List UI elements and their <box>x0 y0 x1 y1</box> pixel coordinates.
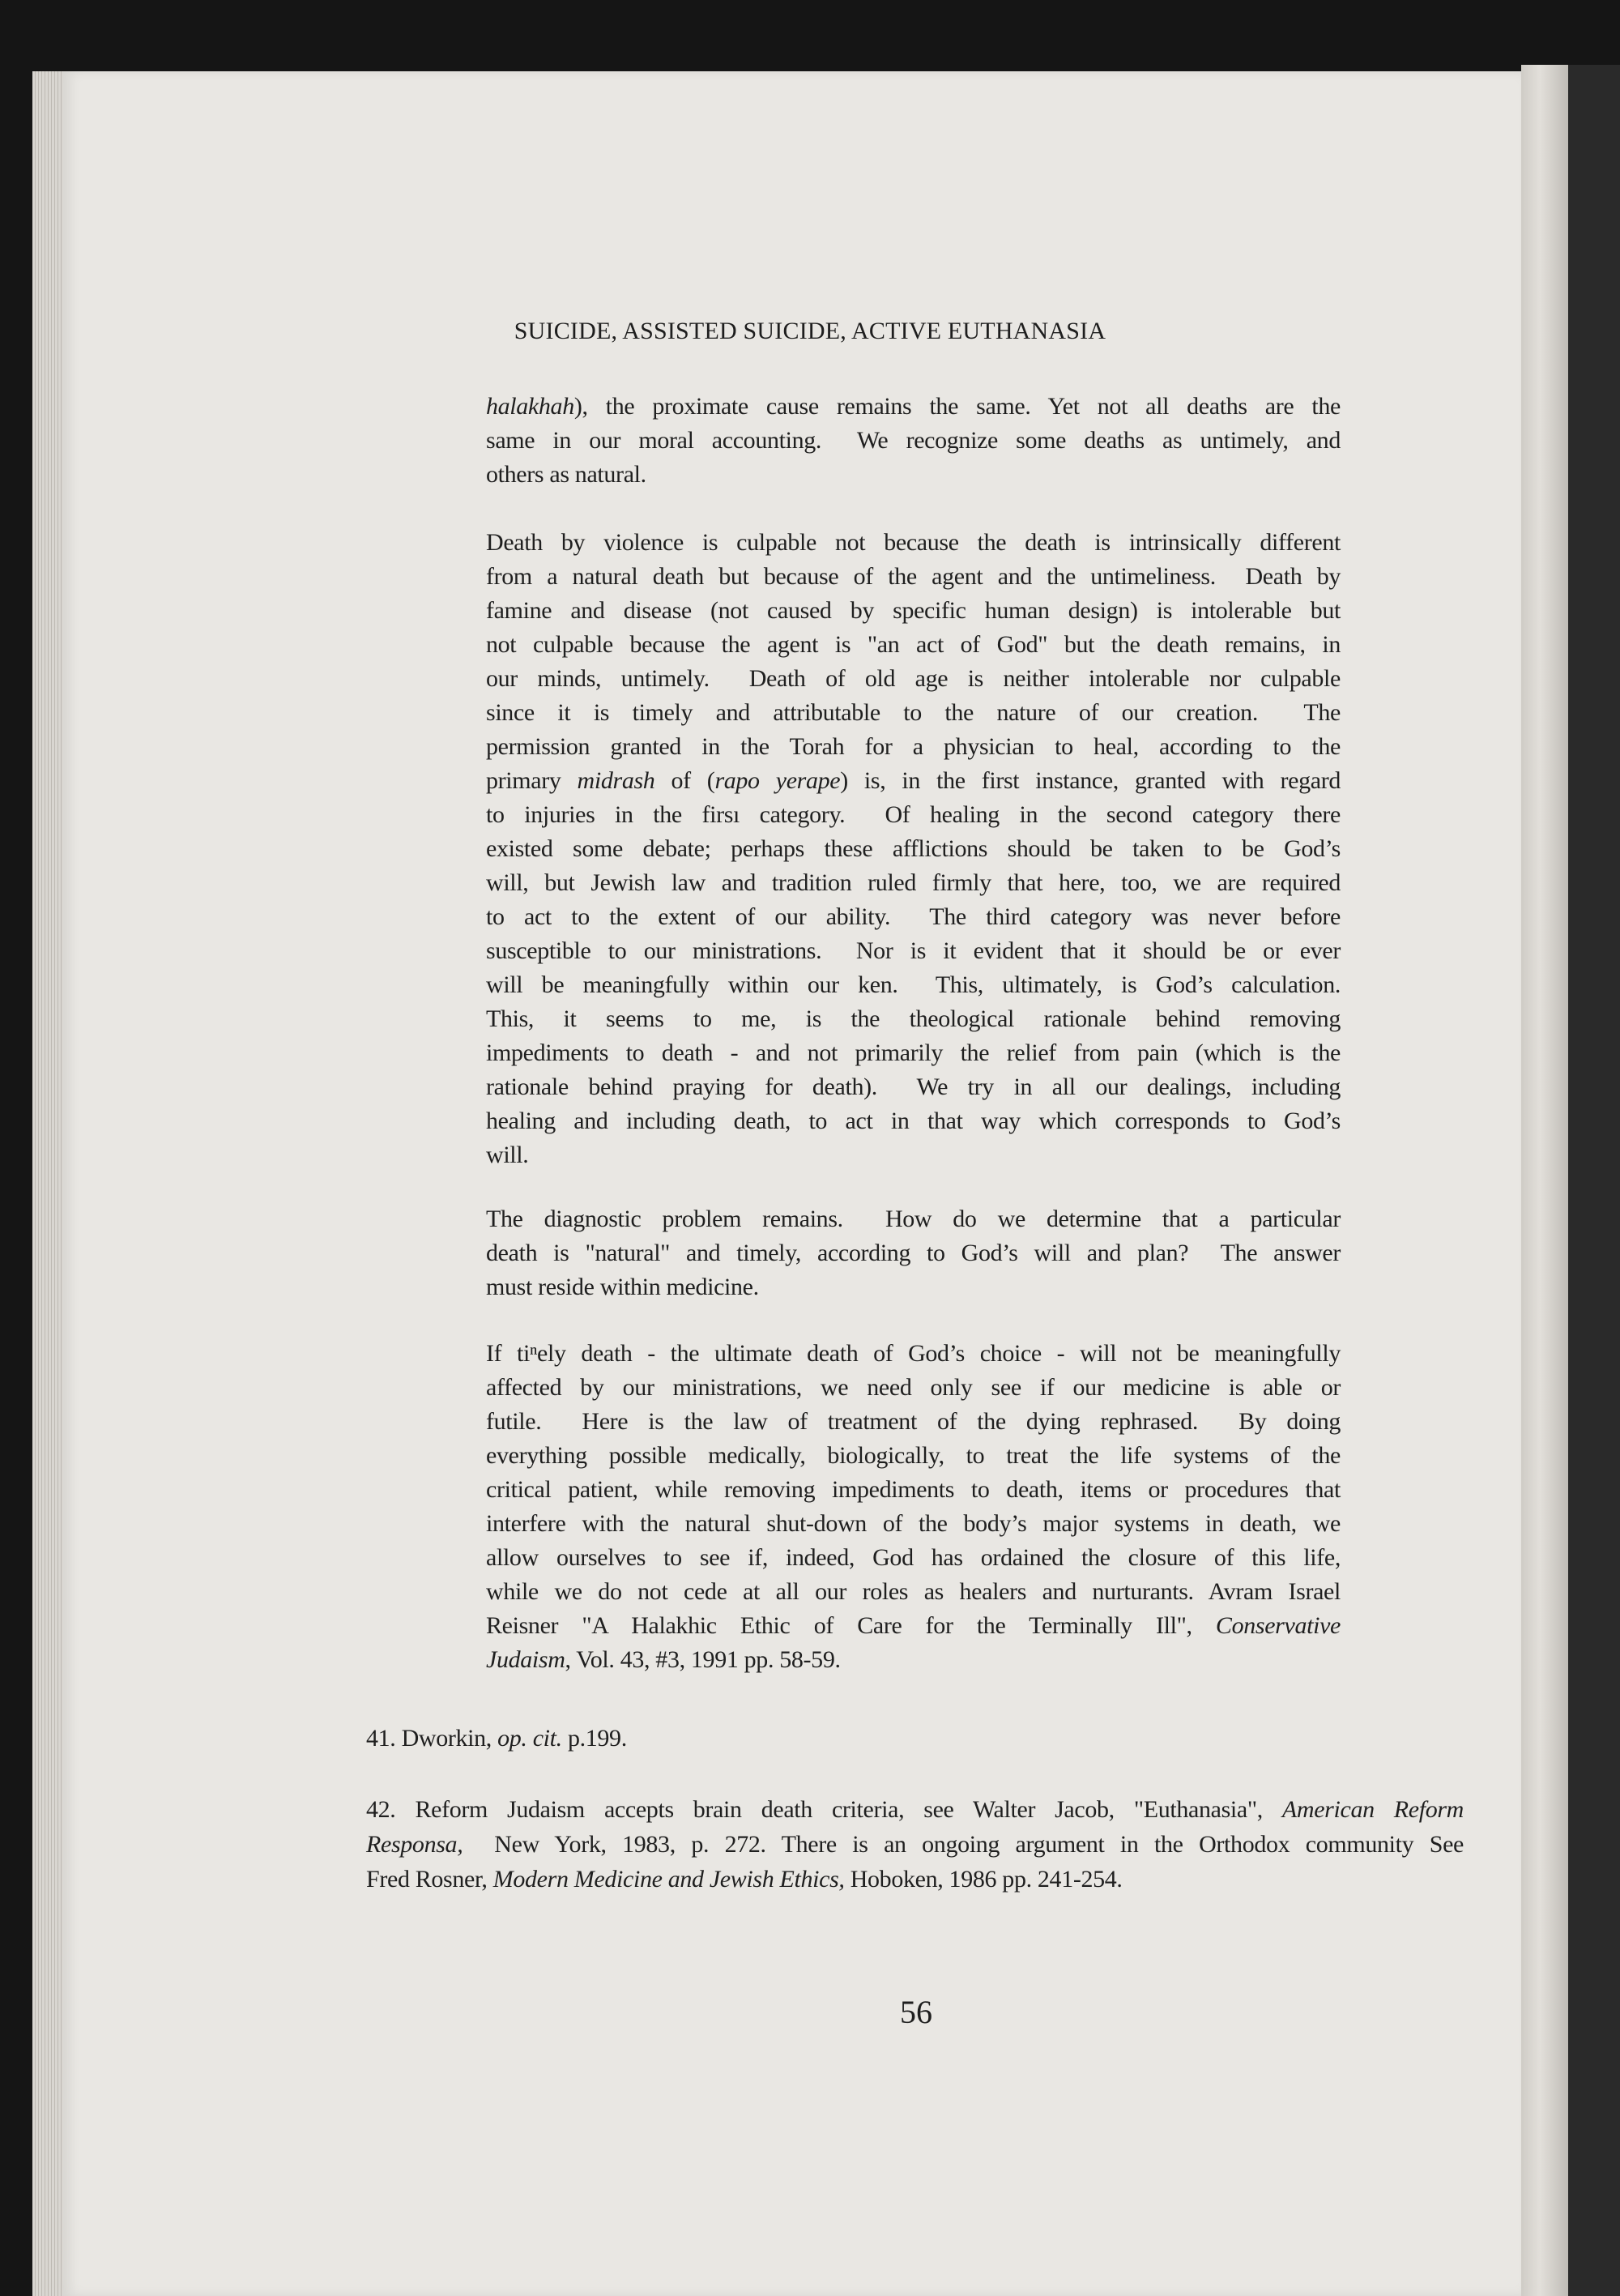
text-line <box>486 764 1341 798</box>
text-segment: futile. Here is the law of treatment of the dying rephrased. By doing <box>486 1408 1341 1435</box>
text-line <box>486 866 1341 900</box>
text-segment: rationale behind praying for death). We try in all our dealings, including <box>486 1073 1341 1100</box>
footnote-42 <box>366 1792 1464 1897</box>
text-segment: interfere with the natural shut-down of the body’s major systems in death, we <box>486 1510 1341 1537</box>
text-segment: while we do not cede at all our roles as healers and nurturants. Avram Israel <box>486 1578 1341 1605</box>
italic-text: Conservative <box>1215 1612 1341 1639</box>
text-line <box>486 730 1341 764</box>
text-line <box>486 1036 1341 1070</box>
text-segment: ), the proximate cause remains the same. Yet not all deaths are the <box>573 393 1341 420</box>
text-line <box>486 560 1341 594</box>
text-segment: to injuries in the firsı category. Of healing in the second category there <box>486 801 1341 828</box>
text-segment: Reisner "A Halakhic Ethic of Care for the Terminally Ill", <box>486 1612 1216 1639</box>
text-segment: affected by our ministrations, we need only see if our medicine is able or <box>486 1374 1341 1401</box>
text-segment: p.199. <box>561 1725 627 1752</box>
text-line <box>486 662 1341 696</box>
text-line <box>486 1104 1341 1138</box>
text-segment: not culpable because the agent is "an act of God" but the death remains, in <box>486 631 1341 658</box>
text-segment: allow ourselves to see if, indeed, God has ordained the closure of this life, <box>486 1544 1341 1571</box>
italic-text: op. cit. <box>497 1725 562 1752</box>
italic-text: Judaism <box>486 1646 565 1673</box>
italic-text: Modern Medicine and Jewish Ethics, <box>492 1866 845 1893</box>
text-line <box>486 1236 1341 1270</box>
text-segment: to act to the extent of our ability. The third category was never before <box>486 903 1341 930</box>
text-segment: Death by violence is culpable not because the death is intrinsically different <box>486 529 1341 556</box>
text-segment: healing and including death, to act in that way which corresponds to God’s <box>486 1107 1341 1134</box>
text-line <box>486 968 1341 1002</box>
paragraph <box>486 526 1341 1172</box>
text-line <box>486 1609 1341 1643</box>
text-line <box>486 390 1341 424</box>
text-segment: , Vol. 43, #3, 1991 pp. 58-59. <box>565 1646 841 1673</box>
text-line <box>486 628 1341 662</box>
text-segment: will. <box>486 1142 529 1168</box>
text-segment: susceptible to our ministrations. Nor is it evident that it should be or ever <box>486 937 1341 964</box>
paragraph <box>486 1337 1341 1677</box>
text-segment: death is "natural" and timely, according to God’s will and plan? The answer <box>486 1240 1341 1266</box>
text-segment: This, it seems to me, is the theological rationale behind removing <box>486 1005 1341 1032</box>
paragraph <box>486 390 1341 492</box>
text-segment: of ( <box>654 767 715 794</box>
text-line <box>486 1439 1341 1473</box>
text-segment: impediments to death - and not primarily the relief from pain (which is the <box>486 1039 1341 1066</box>
text-segment: will be meaningfully within our ken. This, ultimately, is God’s calculation. <box>486 971 1341 998</box>
text-line <box>486 458 1341 492</box>
page-number: 56 <box>900 1994 932 2030</box>
text-line <box>486 1202 1341 1236</box>
text-segment: permission granted in the Torah for a physician to heal, according to the <box>486 733 1341 760</box>
page-edges-right <box>1521 65 1568 2296</box>
background-dark <box>1568 65 1620 2296</box>
text-line <box>486 1002 1341 1036</box>
italic-text: halakhah <box>486 393 574 420</box>
text-segment: will, but Jewish law and tradition ruled firmly that here, too, we are required <box>486 869 1341 896</box>
text-segment: must reside within medicine. <box>486 1274 759 1300</box>
text-segment: critical patient, while removing impediments to death, items or procedures that <box>486 1476 1341 1503</box>
italic-text: rapo yerape <box>714 767 841 794</box>
text-line <box>486 1270 1341 1304</box>
text-line <box>486 594 1341 628</box>
text-line <box>486 1337 1341 1371</box>
text-segment: our minds, untimely. Death of old age is neither intolerable nor culpable <box>486 665 1341 692</box>
text-segment: The diagnostic problem remains. How do we determine that a particular <box>486 1206 1341 1232</box>
text-line <box>486 1070 1341 1104</box>
footnote-41 <box>366 1721 1464 1756</box>
text-segment: from a natural death but because of the agent and the untimeliness. Death by <box>486 563 1341 590</box>
text-line <box>486 934 1341 968</box>
text-line <box>486 832 1341 866</box>
running-header: SUICIDE, ASSISTED SUICIDE, ACTIVE EUTHANASIA <box>514 318 1106 344</box>
italic-text: midrash <box>577 767 655 794</box>
text-segment: 41. Dworkin, <box>366 1725 498 1752</box>
text-line <box>486 526 1341 560</box>
text-line <box>486 798 1341 832</box>
text-segment: primary <box>486 767 578 794</box>
text-segment: If tiⁿely death - the ultimate death of God’s choice - will not be meaningfully <box>486 1340 1341 1367</box>
text-line <box>486 1643 1341 1677</box>
text-segment: same in our moral accounting. We recognize some deaths as untimely, and <box>486 427 1341 454</box>
text-line <box>486 696 1341 730</box>
text-line <box>486 1405 1341 1439</box>
text-line <box>366 1862 1464 1897</box>
text-segment: famine and disease (not caused by specific human design) is intolerable but <box>486 597 1341 624</box>
text-line <box>486 1575 1341 1609</box>
text-line <box>486 1541 1341 1575</box>
text-line <box>486 1371 1341 1405</box>
text-line <box>486 1138 1341 1172</box>
text-segment: Hoboken, 1986 pp. 241-254. <box>844 1866 1123 1893</box>
text-line <box>366 1721 1464 1756</box>
text-segment: Fred Rosner, <box>366 1866 493 1893</box>
paragraph <box>486 1202 1341 1304</box>
text-line <box>366 1827 1464 1862</box>
text-line <box>486 424 1341 458</box>
text-segment: since it is timely and attributable to the nature of our creation. The <box>486 699 1341 726</box>
text-line <box>486 1507 1341 1541</box>
italic-text: Responsa, <box>366 1831 463 1858</box>
text-segment: existed some debate; perhaps these afflictions should be taken to be God’s <box>486 835 1341 862</box>
text-line <box>486 900 1341 934</box>
text-line <box>366 1792 1464 1827</box>
text-line <box>486 1473 1341 1507</box>
text-segment: others as natural. <box>486 461 646 488</box>
page-edges-left <box>32 71 65 2296</box>
text-segment: 42. Reform Judaism accepts brain death criteria, see Walter Jacob, "Euthanasia", <box>366 1796 1282 1823</box>
text-segment: New York, 1983, p. 272. There is an ongoing argument in the Orthodox community See <box>463 1831 1464 1858</box>
italic-text: American Reform <box>1281 1796 1464 1823</box>
text-segment: everything possible medically, biologically, to treat the life systems of the <box>486 1442 1341 1469</box>
text-segment: ) is, in the first instance, granted with regard <box>840 767 1341 794</box>
